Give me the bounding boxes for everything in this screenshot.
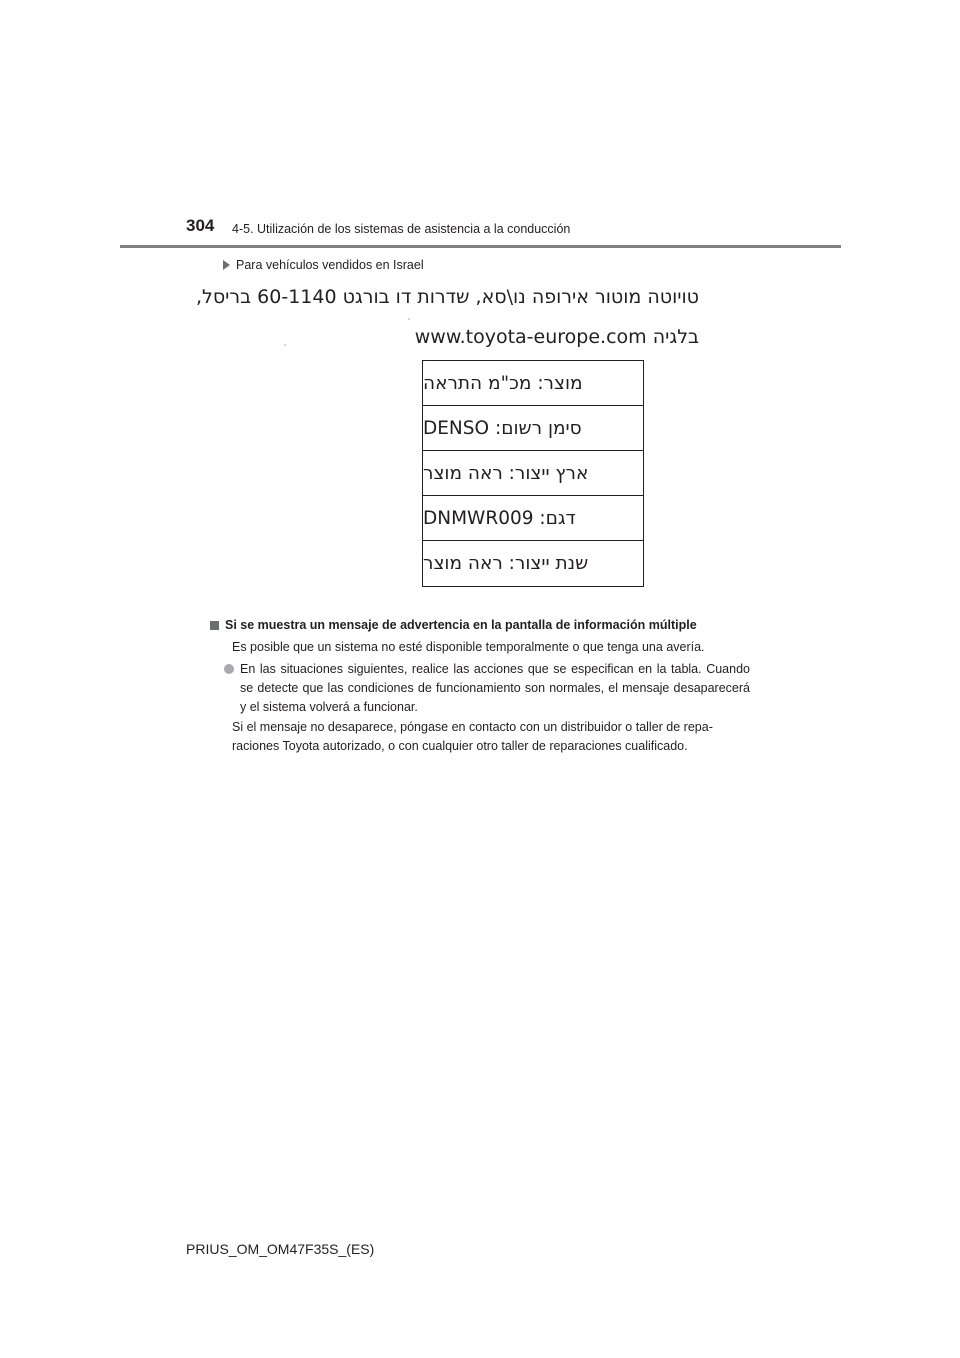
- section-title: 4-5. Utilización de los sistemas de asistencia a la conducción: [232, 222, 571, 236]
- scan-speck: [284, 344, 286, 346]
- footer-code: PRIUS_OM_OM47F35S_(ES): [186, 1241, 375, 1257]
- triangle-right-icon: [223, 260, 230, 270]
- product-label-table: [422, 360, 644, 587]
- label-row-brand: סימן רשום: DENSO: [423, 406, 643, 451]
- label-row-model: דגם: DNMWR009: [423, 496, 643, 541]
- paragraph-contact: Si el mensaje no desaparece, póngase en contacto con un distribuidor o taller de repa-raciones Toyota autorizado, o con cualquier otro taller de reparaciones cualificado.: [232, 720, 713, 753]
- square-icon: [210, 621, 219, 630]
- warning-heading: [210, 618, 697, 632]
- paragraph-unavailable: Es posible que un sistema no esté disponible temporalmente o que tenga una avería.: [232, 640, 705, 654]
- label-row-year: שנת ייצור: ראה מוצר: [423, 553, 589, 574]
- sub-heading: [223, 258, 424, 272]
- page-number: 304: [186, 216, 215, 235]
- label-row-country: ארץ ייצור: ראה מוצר: [423, 451, 643, 496]
- hebrew-country-line: בלגיה www.toyota-europe.com: [414, 326, 699, 348]
- scan-speck: [408, 318, 410, 320]
- header-rule: [120, 245, 841, 248]
- bullet-text: En las situaciones siguientes, realice las acciones que se especifican en la tabla. Cuando se detecte que las condiciones de funcionamiento son normales, el mensaje desaparecerá y el sistema volverá a funcionar.: [240, 662, 750, 714]
- bullet-item: [224, 660, 750, 717]
- label-row-product: מוצר: מכ"מ התראה: [423, 361, 643, 406]
- circle-bullet-icon: [224, 664, 234, 674]
- warning-heading-text: Si se muestra un mensaje de advertencia en la pantalla de información múltiple: [225, 618, 697, 632]
- hebrew-address-line: טויוטה מוטור אירופה נו\סא, שדרות דו בורגט 60-1140 בריסל,: [196, 286, 699, 308]
- sub-heading-text: Para vehículos vendidos en Israel: [236, 258, 424, 272]
